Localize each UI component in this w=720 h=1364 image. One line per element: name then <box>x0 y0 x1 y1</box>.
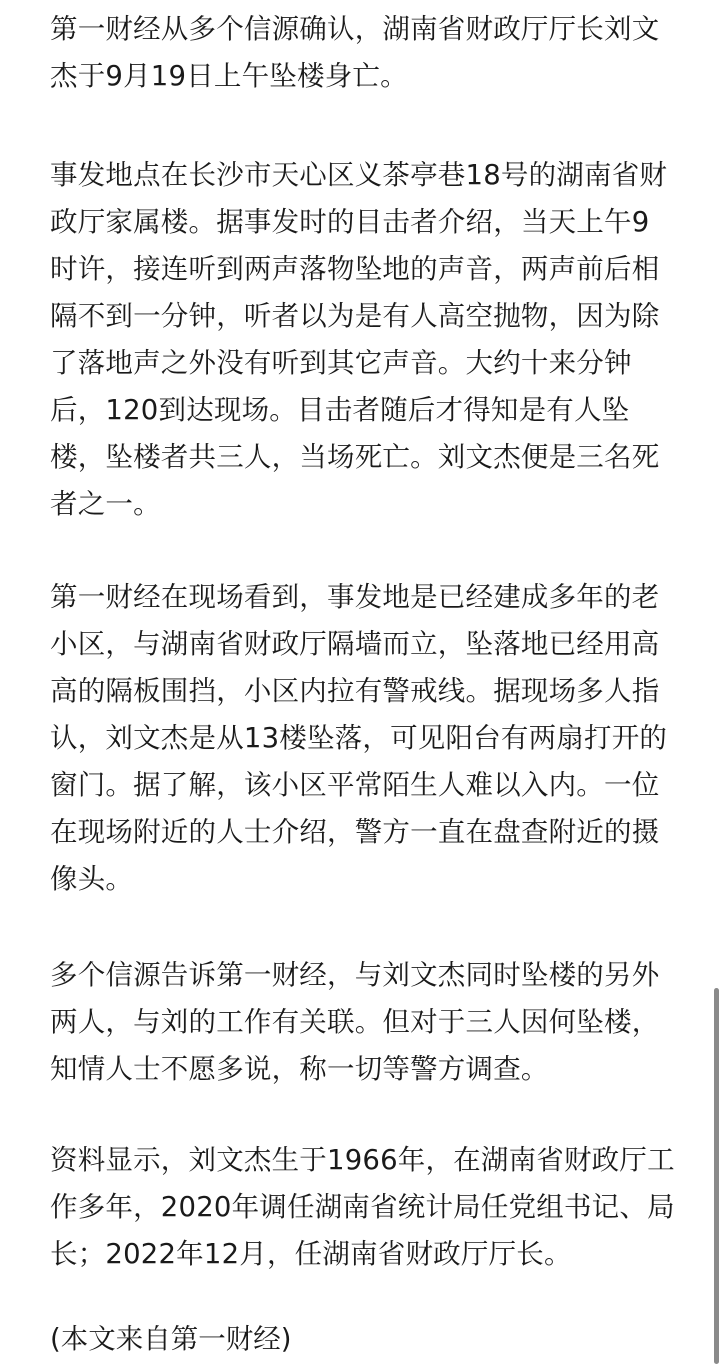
scrollbar[interactable] <box>714 988 719 1364</box>
article-paragraph: 多个信源告诉第一财经，与刘文杰同时坠楼的另外两人，与刘的工作有关联。但对于三人因何坠楼，知情人士不愿多说，称一切等警方调查。 <box>50 959 660 1085</box>
article-source: (本文来自第一财经) <box>50 1323 292 1355</box>
article-body <box>50 6 676 1363</box>
article-paragraph: 第一财经从多个信源确认，湖南省财政厅厅长刘文杰于9月19日上午坠楼身亡。 <box>50 13 660 92</box>
article-paragraph: 第一财经在现场看到，事发地是已经建成多年的老小区，与湖南省财政厅隔墙而立，坠落地已经用高高的隔板围挡，小区内拉有警戒线。据现场多人指认，刘文杰是从13楼坠落，可见阳台有两扇打开的窗门。据了解，该小区平常陌生人难以入内。一位在现场附近的人士介绍，警方一直在盘查附近的摄像头。 <box>50 581 668 895</box>
article-paragraph: 事发地点在长沙市天心区义茶亭巷18号的湖南省财政厅家属楼。据事发时的目击者介绍，当天上午9时许，接连听到两声落物坠地的声音，两声前后相隔不到一分钟，听者以为是有人高空抛物，因为除了落地声之外没有听到其它声音。大约十来分钟后，120到达现场。目击者随后才得知是有人坠楼，坠楼者共三人，当场死亡。刘文杰便是三名死者之一。 <box>50 159 668 520</box>
article-paragraph: 资料显示，刘文杰生于1966年，在湖南省财政厅工作多年，2020年调任湖南省统计局任党组书记、局长；2022年12月，任湖南省财政厅厅长。 <box>50 1144 675 1270</box>
